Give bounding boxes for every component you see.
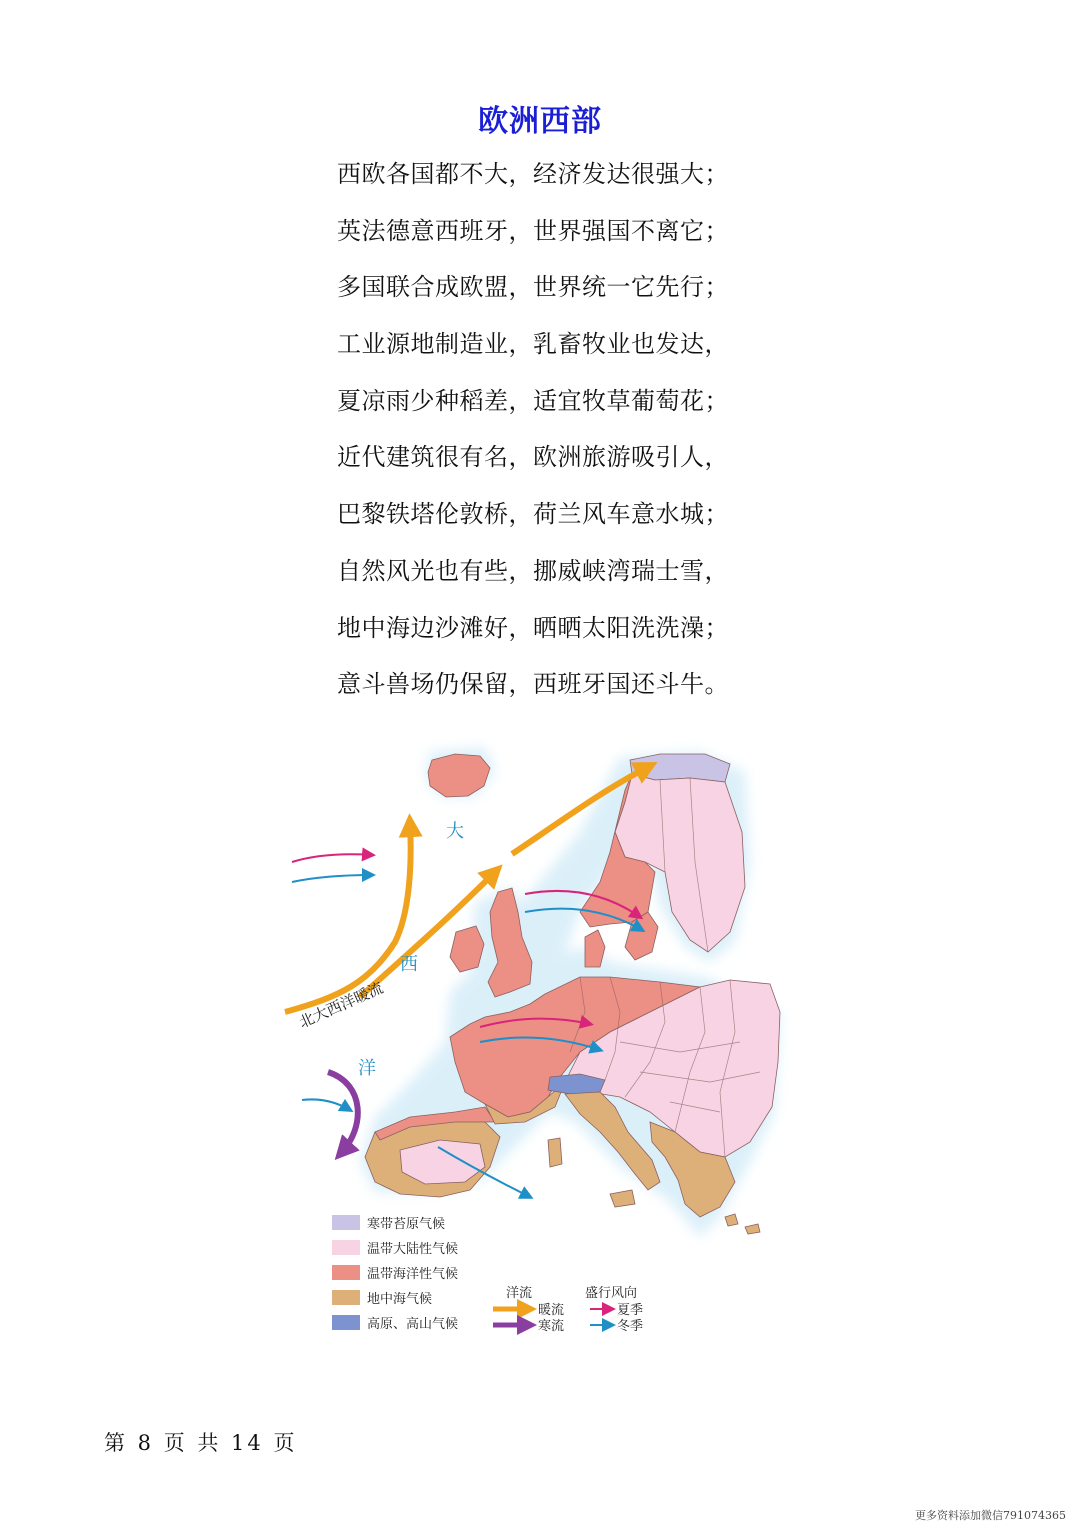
legend-currents-title: 洋流 bbox=[506, 1286, 533, 1301]
legend-swatch bbox=[332, 1240, 360, 1255]
page-title: 欧洲西部 bbox=[478, 104, 602, 139]
poem-line: 自然风光也有些，挪威峡湾瑞士雪， bbox=[337, 556, 729, 585]
ireland-shape bbox=[450, 926, 484, 972]
poem-line: 西欧各国都不大，经济发达很强大； bbox=[337, 160, 729, 188]
legend-warm-label: 暖流 bbox=[538, 1303, 565, 1318]
legend-label: 温带大陆性气候 bbox=[367, 1242, 459, 1257]
current-label: 北大西洋暖流 bbox=[296, 978, 386, 1032]
poem-line: 巴黎铁塔伦敦桥，荷兰风车意水城； bbox=[337, 500, 729, 529]
ocean-label: 大 bbox=[446, 821, 464, 842]
winter-wind-arrow bbox=[292, 875, 372, 882]
summer-wind-arrow bbox=[292, 854, 372, 862]
legend-summer-label: 夏季 bbox=[617, 1303, 644, 1318]
legend-wind-title: 盛行风向 bbox=[585, 1286, 638, 1301]
legend-swatch bbox=[332, 1215, 360, 1230]
page-number: 第 8 页 共 14 页 bbox=[104, 1431, 298, 1455]
map-legend bbox=[332, 1215, 643, 1334]
legend-label: 温带海洋性气候 bbox=[367, 1267, 459, 1282]
poem-line: 多国联合成欧盟，世界统一它先行； bbox=[337, 273, 729, 302]
legend-swatch bbox=[332, 1315, 360, 1330]
legend-swatch bbox=[332, 1265, 360, 1280]
ocean-label: 洋 bbox=[358, 1058, 376, 1079]
poem-line: 工业源地制造业，乳畜牧业也发达， bbox=[337, 330, 729, 359]
poem bbox=[337, 152, 797, 719]
poem-line: 夏凉雨少种稻差，适宜牧草葡萄花； bbox=[337, 386, 729, 415]
footer-note: 更多资料添加微信791074365 bbox=[915, 1509, 1066, 1522]
north-atlantic-drift-arrow bbox=[285, 824, 411, 1012]
legend-cold-label: 寒流 bbox=[538, 1319, 565, 1334]
poem-line: 地中海边沙滩好，晒晒太阳洗洗澡； bbox=[337, 613, 729, 642]
cold-current-arrow bbox=[328, 1072, 358, 1152]
legend-label: 高原、高山气候 bbox=[367, 1317, 459, 1332]
legend-winter-label: 冬季 bbox=[617, 1319, 644, 1334]
poem-line: 英法德意西班牙，世界强国不离它； bbox=[337, 216, 729, 245]
ocean-label: 西 bbox=[400, 954, 418, 975]
sicily-shape bbox=[610, 1190, 635, 1207]
sardinia-shape bbox=[548, 1138, 562, 1167]
winter-wind-arrow bbox=[302, 1099, 350, 1110]
legend-label: 寒带苔原气候 bbox=[367, 1217, 446, 1232]
greek-islands bbox=[725, 1214, 760, 1234]
poem-line: 意斗兽场仍保留，西班牙国还斗牛。 bbox=[337, 670, 729, 699]
iceland-shape bbox=[428, 754, 490, 797]
climate-map bbox=[280, 712, 800, 1352]
legend-label: 地中海气候 bbox=[367, 1292, 433, 1307]
legend-swatch bbox=[332, 1290, 360, 1305]
poem-line: 近代建筑很有名，欧洲旅游吸引人， bbox=[337, 443, 729, 472]
